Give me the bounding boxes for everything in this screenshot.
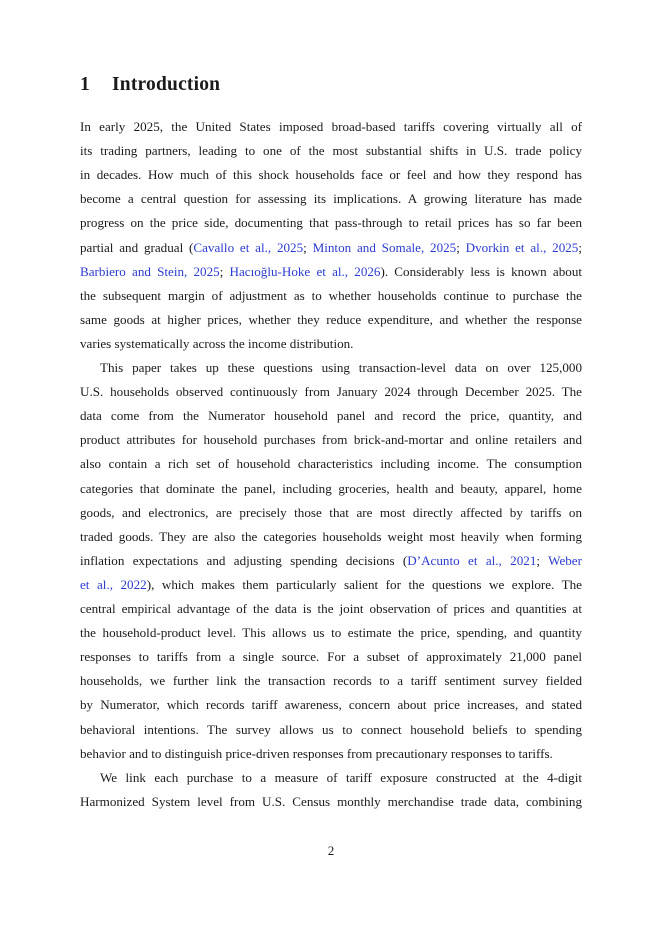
text-span: traded goods. They are also the categories households weight most heavily when forming (80, 528, 582, 544)
text-span: ; (303, 239, 313, 255)
text-span: data come from the Numerator household panel and record the price, quantity, and (80, 408, 582, 424)
text-span: inflation expectations and adjusting spending decisions ( (80, 552, 408, 568)
text-line (80, 721, 582, 739)
text-line (80, 600, 582, 618)
text-span: behavior and to distinguish price-driven responses from precautionary responses to tariffs. (80, 745, 553, 761)
citation-link[interactable]: Hacıoğlu-Hoke et al., 2026 (229, 263, 381, 279)
text-span: Harmonized System level from U.S. Census monthly merchandise trade data, combining (80, 793, 582, 809)
text-span: become a central question for assessing its implications. A growing literature has made (80, 191, 582, 207)
text-line (80, 263, 582, 281)
text-line (80, 504, 582, 522)
text-line (80, 745, 582, 763)
text-span: U.S. households observed continuously from January 2024 through December 2025. The (80, 384, 582, 400)
text-span: progress on the price side, documenting that pass-through to retail prices has so far been (80, 215, 582, 231)
text-span: ). Considerably less is known about (380, 263, 583, 279)
text-line (80, 648, 582, 666)
text-line (80, 407, 582, 425)
text-span: by Numerator, which records tariff awareness, concern about price increases, and stated (80, 697, 582, 713)
text-span: households, we further link the transaction records to a tariff sentiment survey fielded (80, 673, 582, 689)
citation-link[interactable]: D’Acunto et al., 2021 (407, 552, 537, 568)
section-number: 1 (80, 74, 90, 95)
text-span: the subsequent margin of adjustment as to whether households continue to purchase the (80, 287, 582, 303)
text-span: This paper takes up these questions using transaction-level data on over 125,000 (100, 360, 582, 375)
citation-link[interactable]: Weber (548, 552, 582, 568)
text-span: the household-product level. This allows us to estimate the price, spending, and quantity (80, 625, 582, 641)
text-line (80, 359, 582, 377)
text-span: in decades. How much of this shock households face or feel and how they respond has (80, 167, 582, 183)
text-line (80, 696, 582, 714)
text-line (80, 287, 582, 305)
text-span: In early 2025, the United States imposed broad-based tariffs covering virtually all of (80, 119, 582, 134)
text-line (80, 383, 582, 401)
citation-link[interactable]: Cavallo et al., 2025 (193, 239, 304, 255)
text-line (80, 552, 582, 570)
text-span: central empirical advantage of the data is the joint observation of prices and quantities at (80, 601, 582, 616)
text-line (80, 118, 582, 136)
text-span: behavioral intentions. The survey allows us to connect household beliefs to spending (80, 721, 582, 737)
text-span: categories that dominate the panel, including groceries, health and beauty, apparel, home (80, 480, 582, 496)
text-line (80, 480, 582, 498)
text-line (80, 431, 582, 449)
text-line (80, 672, 582, 690)
text-line (80, 769, 582, 787)
text-line (80, 239, 582, 257)
text-span: same goods at higher prices, whether they reduce expenditure, and whether the response (80, 311, 582, 327)
text-span: responses to tariffs from a single source. For a subset of approximately 21,000 panel (80, 649, 582, 665)
text-span: We link each purchase to a measure of tariff exposure constructed at the 4-digit (100, 769, 582, 785)
text-line (80, 166, 582, 184)
text-span: goods, and electronics, are precisely those that are most directly affected by tariffs on (80, 504, 582, 520)
text-line (80, 190, 582, 208)
text-line (80, 142, 582, 160)
text-line (80, 576, 582, 594)
text-span: also contain a rich set of household characteristics including income. The consumption (80, 456, 582, 472)
text-line (80, 624, 582, 642)
text-span: its trading partners, leading to one of the most substantial shifts in U.S. trade policy (80, 143, 582, 159)
text-line (80, 335, 582, 353)
citation-link[interactable]: et al., 2022 (80, 576, 147, 592)
text-span: varies systematically across the income distribution. (80, 335, 354, 351)
text-line (80, 455, 582, 473)
text-span: partial and gradual ( (80, 239, 194, 255)
text-span: ; (536, 552, 549, 568)
text-span: ; (456, 239, 466, 255)
text-line (80, 214, 582, 232)
text-span: ), which makes them particularly salient for the questions we explore. The (146, 576, 582, 592)
text-span: product attributes for household purchases from brick-and-mortar and online retailers and (80, 432, 582, 448)
page-number: 2 (327, 843, 335, 858)
text-span: ; (578, 239, 582, 255)
section-title: Introduction (112, 74, 221, 95)
citation-link[interactable]: Dvorkin et al., 2025 (465, 239, 579, 255)
text-line (80, 528, 582, 546)
text-line (80, 793, 582, 811)
text-line (80, 311, 582, 329)
citation-link[interactable]: Barbiero and Stein, 2025 (80, 263, 220, 279)
section-heading (80, 74, 220, 96)
citation-link[interactable]: Minton and Somale, 2025 (312, 239, 457, 255)
text-span: ; (219, 263, 230, 279)
